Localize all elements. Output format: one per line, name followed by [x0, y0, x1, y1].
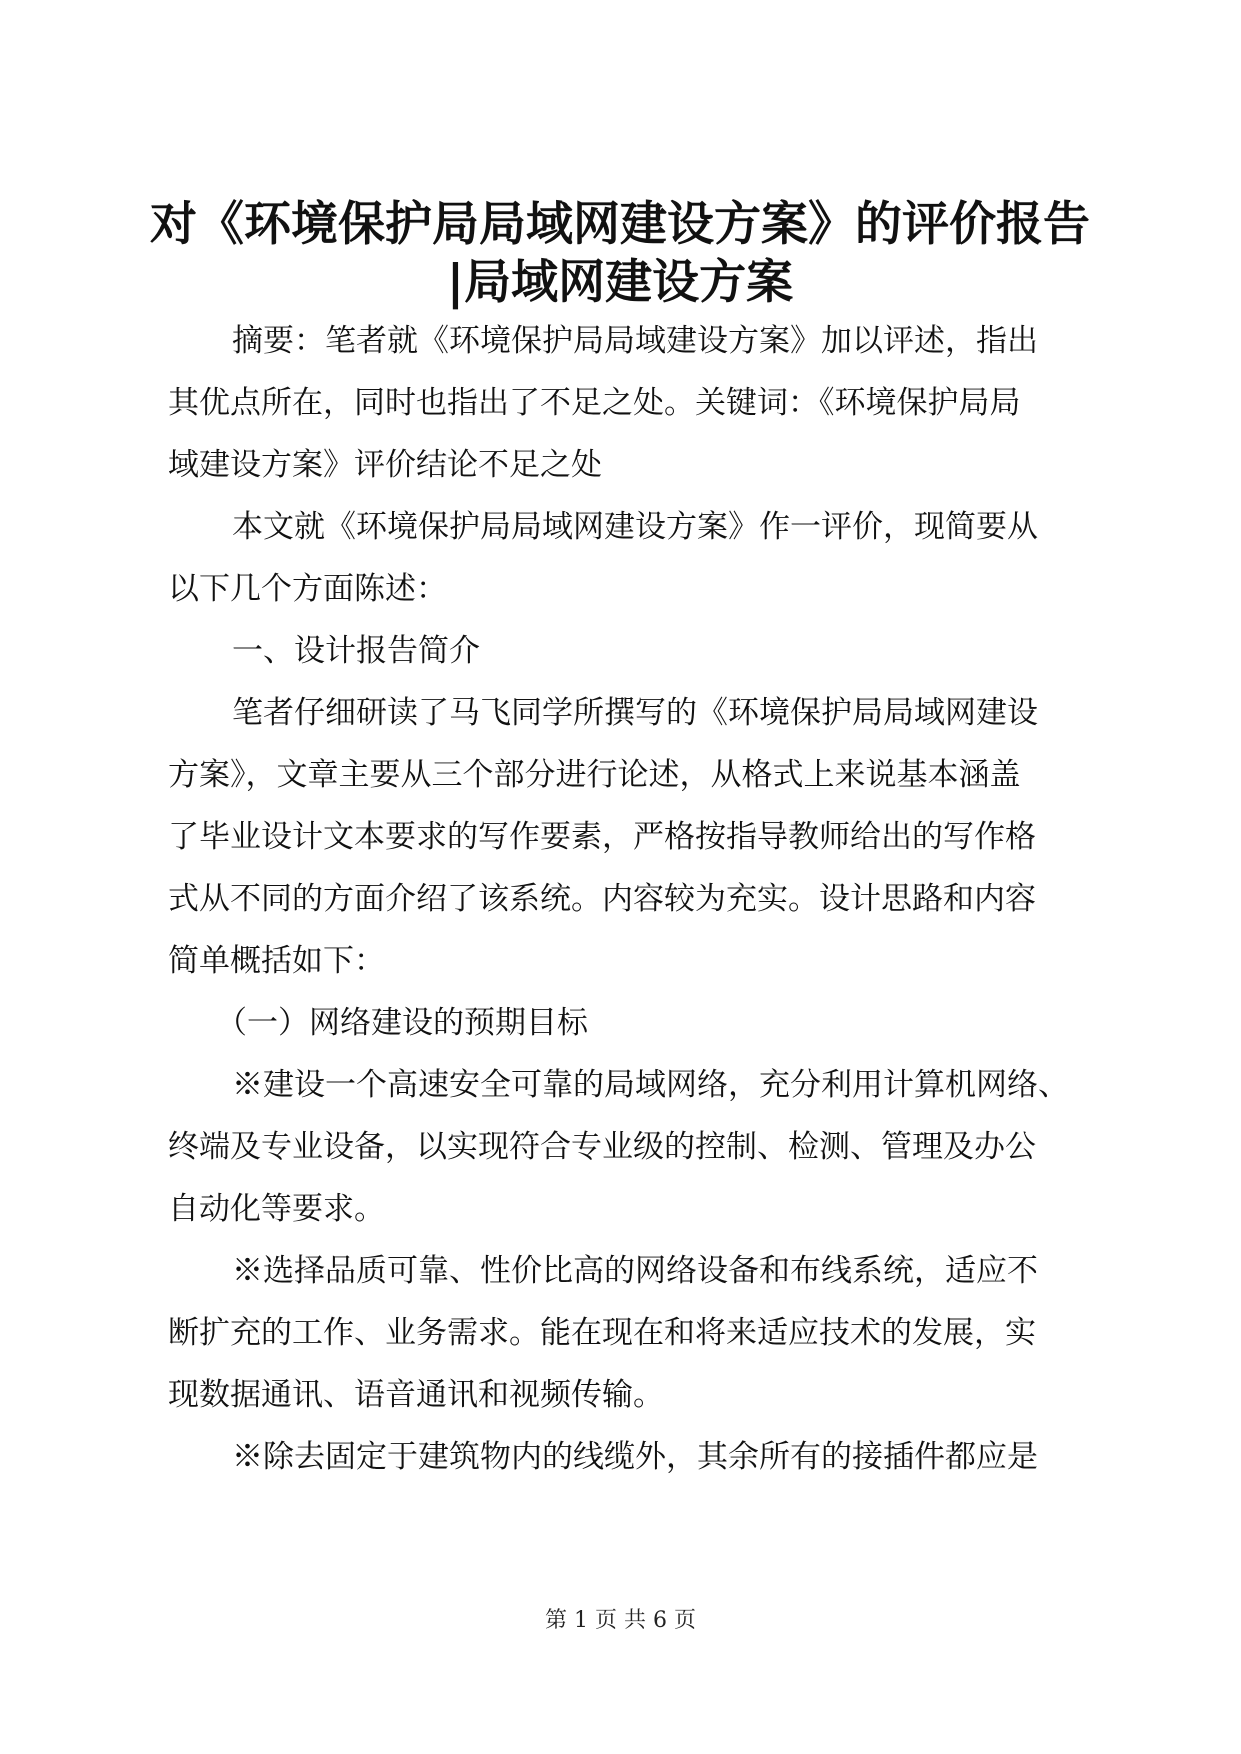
text-line: 摘要：笔者就《环境保护局局域建设方案》加以评述，指出 [232, 323, 1038, 359]
text-line: ※建设一个高速安全可靠的局域网络，充分利用计算机网络、 [232, 1067, 1069, 1103]
text-line: 自动化等要求。 [168, 1191, 385, 1227]
text-line: 式从不同的方面介绍了该系统。内容较为充实。设计思路和内容 [168, 881, 1036, 917]
subsection-heading-1 [168, 992, 1072, 1054]
text-line: 了毕业设计文本要求的写作要素，严格按指导教师给出的写作格 [168, 819, 1036, 855]
text-line: 其优点所在，同时也指出了不足之处。关键词：《环境保护局局 [168, 385, 1021, 421]
title-line-2: |局域网建设方案 [446, 255, 794, 310]
text-line: 断扩充的工作、业务需求。能在现在和将来适应技术的发展，实 [168, 1315, 1036, 1351]
paragraph-overview [168, 682, 1072, 992]
paragraph-goal-2 [168, 1240, 1072, 1426]
document-title [140, 196, 1100, 312]
text-line: 域建设方案》评价结论不足之处 [168, 447, 602, 483]
text-line: 方案》，文章主要从三个部分进行论述，从格式上来说基本涵盖 [168, 757, 1021, 793]
text-line: 现数据通讯、语音通讯和视频传输。 [168, 1377, 664, 1413]
text-line: 终端及专业设备，以实现符合专业级的控制、检测、管理及办公 [168, 1129, 1036, 1165]
text-line: 本文就《环境保护局局域网建设方案》作一评价，现简要从 [232, 509, 1038, 545]
text-line: 简单概括如下： [168, 943, 385, 979]
title-line-1: 对《环境保护局局域网建设方案》的评价报告 [150, 197, 1090, 252]
paragraph-goal-1 [168, 1054, 1072, 1240]
heading-line: 一、设计报告简介 [232, 633, 480, 669]
heading-line: （一）网络建设的预期目标 [216, 1005, 588, 1041]
paragraph-intro [168, 496, 1072, 620]
document-body [168, 310, 1072, 1488]
text-line: 以下几个方面陈述： [168, 571, 447, 607]
text-line: ※选择品质可靠、性价比高的网络设备和布线系统，适应不 [232, 1253, 1038, 1289]
text-line: ※除去固定于建筑物内的线缆外，其余所有的接插件都应是 [232, 1439, 1038, 1475]
text-line: 笔者仔细研读了马飞同学所撰写的《环境保护局局域网建设 [232, 695, 1038, 731]
page-footer: 第 1 页 共 6 页 [545, 1608, 696, 1633]
section-heading-1 [168, 620, 1072, 682]
paragraph-abstract [168, 310, 1072, 496]
paragraph-goal-3 [168, 1426, 1072, 1488]
